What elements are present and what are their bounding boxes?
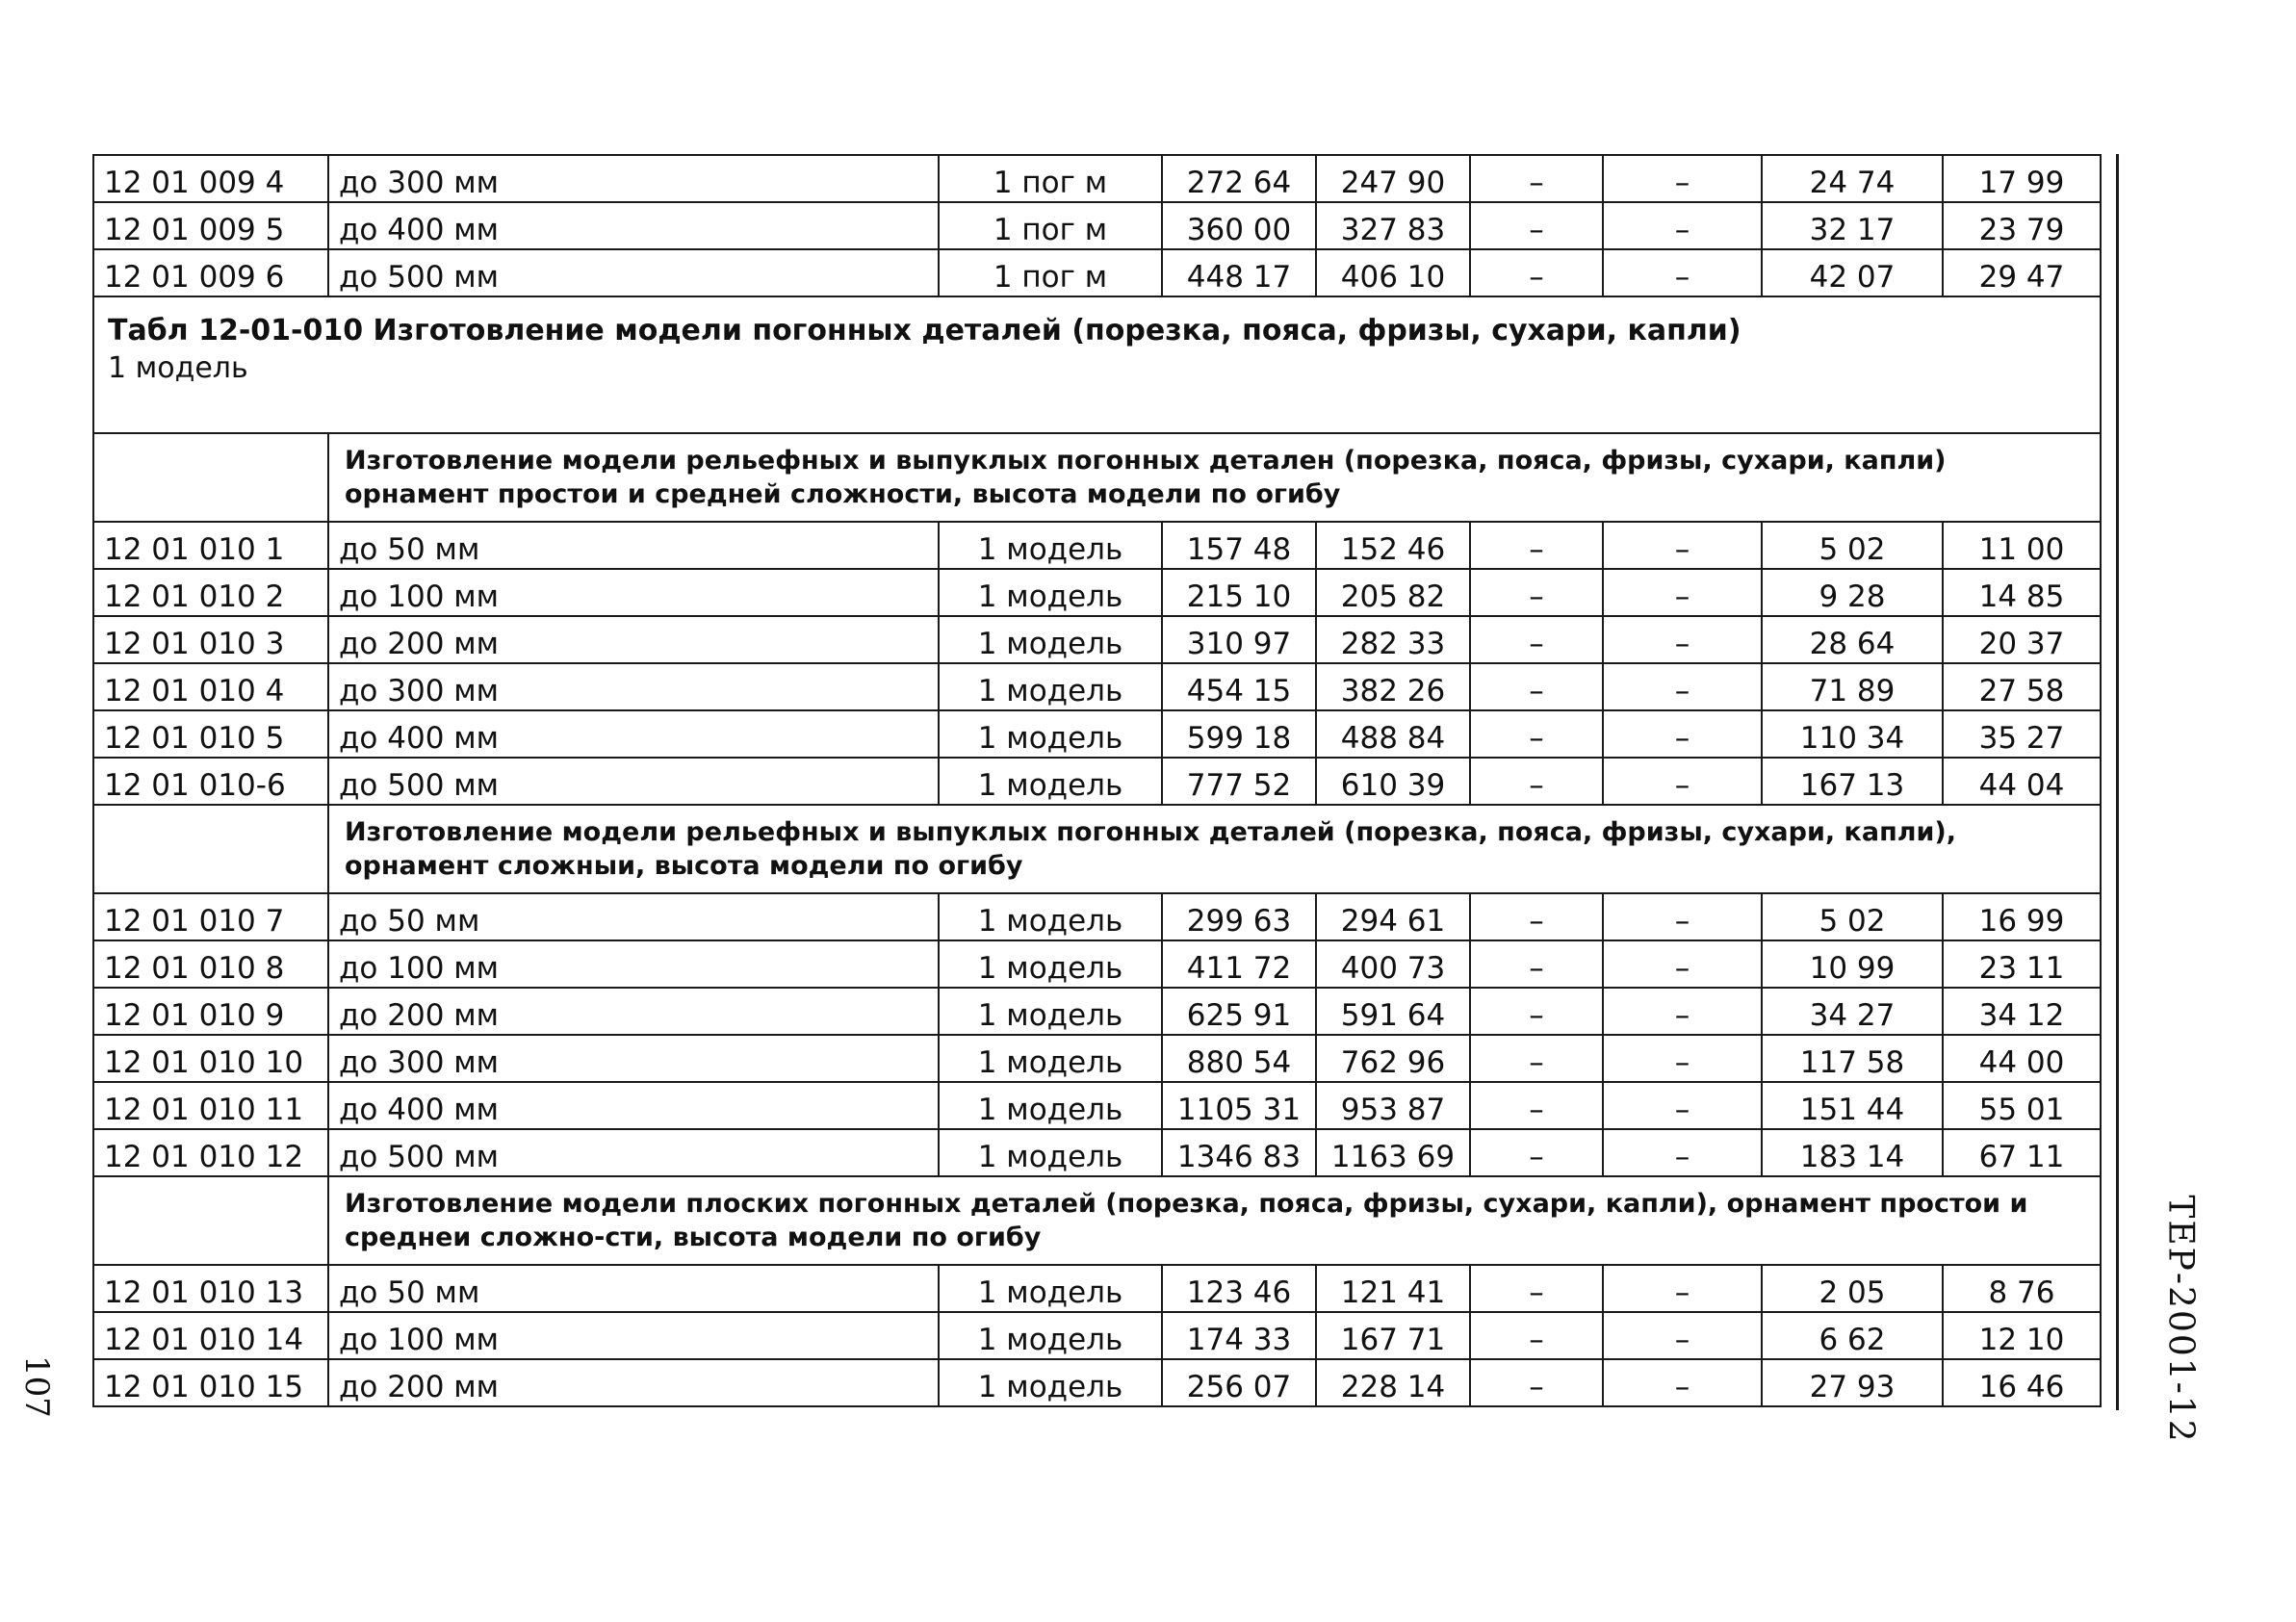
row-value-3: – <box>1470 249 1603 296</box>
row-code: 12 01 010 4 <box>93 663 328 710</box>
row-value-6: 23 79 <box>1943 202 2101 249</box>
row-value-6: 20 37 <box>1943 616 2101 663</box>
row-value-1: 1105 31 <box>1162 1082 1316 1129</box>
row-name: до 400 мм <box>328 710 939 758</box>
row-value-4: – <box>1603 940 1762 988</box>
table-unit: 1 модель <box>108 350 248 385</box>
row-value-3: – <box>1470 940 1603 988</box>
row-code: 12 01 010 2 <box>93 569 328 616</box>
row-value-1: 777 52 <box>1162 758 1316 805</box>
row-value-5: 24 74 <box>1762 155 1943 202</box>
row-value-1: 599 18 <box>1162 710 1316 758</box>
row-value-4: – <box>1603 893 1762 940</box>
row-unit: 1 модель <box>939 1312 1162 1359</box>
row-value-1: 256 07 <box>1162 1359 1316 1406</box>
row-value-2: 282 33 <box>1316 616 1470 663</box>
row-value-4: – <box>1603 1312 1762 1359</box>
row-unit: 1 модель <box>939 1129 1162 1176</box>
row-value-2: 121 41 <box>1316 1265 1470 1312</box>
row-name: до 500 мм <box>328 758 939 805</box>
row-name: до 50 мм <box>328 522 939 569</box>
row-value-3: – <box>1470 1312 1603 1359</box>
row-value-5: 10 99 <box>1762 940 1943 988</box>
row-value-6: 29 47 <box>1943 249 2101 296</box>
table-row <box>93 1129 2101 1176</box>
row-value-2: 488 84 <box>1316 710 1470 758</box>
row-name: до 400 мм <box>328 202 939 249</box>
row-value-4: – <box>1603 758 1762 805</box>
row-value-2: 152 46 <box>1316 522 1470 569</box>
table-row <box>93 522 2101 569</box>
row-value-2: 228 14 <box>1316 1359 1470 1406</box>
row-code: 12 01 010 5 <box>93 710 328 758</box>
row-name: до 100 мм <box>328 569 939 616</box>
row-value-6: 11 00 <box>1943 522 2101 569</box>
table-row <box>93 202 2101 249</box>
row-value-4: – <box>1603 522 1762 569</box>
row-value-5: 117 58 <box>1762 1035 1943 1082</box>
row-value-1: 360 00 <box>1162 202 1316 249</box>
section-heading-row <box>93 433 2101 522</box>
row-value-2: 762 96 <box>1316 1035 1470 1082</box>
row-value-4: – <box>1603 1035 1762 1082</box>
row-value-2: 205 82 <box>1316 569 1470 616</box>
row-name: до 50 мм <box>328 893 939 940</box>
row-value-2: 400 73 <box>1316 940 1470 988</box>
row-value-3: – <box>1470 616 1603 663</box>
row-value-3: – <box>1470 1265 1603 1312</box>
row-value-2: 167 71 <box>1316 1312 1470 1359</box>
row-value-4: – <box>1603 1359 1762 1406</box>
row-value-4: – <box>1603 1082 1762 1129</box>
row-code: 12 01 010 3 <box>93 616 328 663</box>
row-name: до 300 мм <box>328 663 939 710</box>
table-row <box>93 1359 2101 1406</box>
row-code: 12 01 009 6 <box>93 249 328 296</box>
row-value-2: 610 39 <box>1316 758 1470 805</box>
table-row <box>93 940 2101 988</box>
row-value-3: – <box>1470 522 1603 569</box>
row-name: до 200 мм <box>328 1359 939 1406</box>
row-value-5: 27 93 <box>1762 1359 1943 1406</box>
row-value-1: 448 17 <box>1162 249 1316 296</box>
row-unit: 1 модель <box>939 710 1162 758</box>
document-code: ТЕР-2001-12 <box>2160 1195 2201 1444</box>
row-value-2: 327 83 <box>1316 202 1470 249</box>
row-value-1: 411 72 <box>1162 940 1316 988</box>
row-value-6: 67 11 <box>1943 1129 2101 1176</box>
row-unit: 1 модель <box>939 940 1162 988</box>
table-title-row <box>93 296 2101 433</box>
row-value-1: 272 64 <box>1162 155 1316 202</box>
row-name: до 300 мм <box>328 1035 939 1082</box>
row-value-2: 1163 69 <box>1316 1129 1470 1176</box>
row-code: 12 01 010 10 <box>93 1035 328 1082</box>
row-value-1: 310 97 <box>1162 616 1316 663</box>
table-row <box>93 569 2101 616</box>
row-value-5: 183 14 <box>1762 1129 1943 1176</box>
row-code: 12 01 010 14 <box>93 1312 328 1359</box>
table-row <box>93 710 2101 758</box>
row-code: 12 01 010-6 <box>93 758 328 805</box>
row-value-1: 157 48 <box>1162 522 1316 569</box>
price-table-wrapper <box>92 154 2100 1407</box>
row-value-3: – <box>1470 710 1603 758</box>
row-value-2: 406 10 <box>1316 249 1470 296</box>
row-code: 12 01 010 7 <box>93 893 328 940</box>
row-unit: 1 модель <box>939 1265 1162 1312</box>
row-value-2: 247 90 <box>1316 155 1470 202</box>
table-row <box>93 988 2101 1035</box>
row-name: до 50 мм <box>328 1265 939 1312</box>
row-value-5: 167 13 <box>1762 758 1943 805</box>
row-value-3: – <box>1470 893 1603 940</box>
table-row <box>93 1312 2101 1359</box>
row-value-4: – <box>1603 1265 1762 1312</box>
row-value-4: – <box>1603 569 1762 616</box>
row-value-4: – <box>1603 1129 1762 1176</box>
row-value-3: – <box>1470 202 1603 249</box>
row-value-5: 28 64 <box>1762 616 1943 663</box>
row-value-2: 382 26 <box>1316 663 1470 710</box>
row-code: 12 01 010 11 <box>93 1082 328 1129</box>
row-name: до 500 мм <box>328 1129 939 1176</box>
row-value-6: 44 04 <box>1943 758 2101 805</box>
row-unit: 1 модель <box>939 758 1162 805</box>
row-unit: 1 модель <box>939 616 1162 663</box>
row-value-6: 23 11 <box>1943 940 2101 988</box>
row-value-3: – <box>1470 1082 1603 1129</box>
row-value-5: 5 02 <box>1762 522 1943 569</box>
row-name: до 200 мм <box>328 616 939 663</box>
row-value-6: 17 99 <box>1943 155 2101 202</box>
row-unit: 1 модель <box>939 522 1162 569</box>
row-value-3: – <box>1470 569 1603 616</box>
row-code: 12 01 010 12 <box>93 1129 328 1176</box>
row-unit: 1 модель <box>939 988 1162 1035</box>
row-name: до 100 мм <box>328 1312 939 1359</box>
row-name: до 300 мм <box>328 155 939 202</box>
table-row <box>93 249 2101 296</box>
row-unit: 1 модель <box>939 569 1162 616</box>
row-code: 12 01 010 15 <box>93 1359 328 1406</box>
row-value-1: 215 10 <box>1162 569 1316 616</box>
row-value-5: 5 02 <box>1762 893 1943 940</box>
table-row <box>93 758 2101 805</box>
row-value-1: 880 54 <box>1162 1035 1316 1082</box>
table-row <box>93 893 2101 940</box>
row-value-2: 591 64 <box>1316 988 1470 1035</box>
row-value-4: – <box>1603 249 1762 296</box>
row-value-5: 34 27 <box>1762 988 1943 1035</box>
table-row <box>93 1035 2101 1082</box>
price-table <box>92 154 2102 1407</box>
row-value-3: – <box>1470 1129 1603 1176</box>
section-code-cell <box>93 1176 328 1265</box>
row-value-4: – <box>1603 155 1762 202</box>
row-code: 12 01 010 9 <box>93 988 328 1035</box>
section-heading: Изготовление модели рельефных и выпуклых погонных деталей (порезка, пояса, фризы, сухари, капли), орнамент сложныи, высота модели по огибу <box>328 805 2101 893</box>
row-value-5: 151 44 <box>1762 1082 1943 1129</box>
row-value-5: 32 17 <box>1762 202 1943 249</box>
table-row <box>93 155 2101 202</box>
row-value-5: 6 62 <box>1762 1312 1943 1359</box>
row-value-1: 1346 83 <box>1162 1129 1316 1176</box>
row-value-5: 71 89 <box>1762 663 1943 710</box>
row-value-2: 953 87 <box>1316 1082 1470 1129</box>
row-unit: 1 модель <box>939 663 1162 710</box>
row-value-3: – <box>1470 155 1603 202</box>
row-value-6: 55 01 <box>1943 1082 2101 1129</box>
table-row <box>93 1082 2101 1129</box>
row-value-2: 294 61 <box>1316 893 1470 940</box>
row-value-6: 16 46 <box>1943 1359 2101 1406</box>
row-unit: 1 модель <box>939 1035 1162 1082</box>
table-row <box>93 616 2101 663</box>
row-name: до 200 мм <box>328 988 939 1035</box>
row-unit: 1 пог м <box>939 202 1162 249</box>
section-heading-row <box>93 805 2101 893</box>
section-heading: Изготовление модели плоских погонных деталей (порезка, пояса, фризы, сухари, капли), орнамент простои и среднеи сложно-сти, высота модели по огибу <box>328 1176 2101 1265</box>
table-row <box>93 663 2101 710</box>
row-value-6: 12 10 <box>1943 1312 2101 1359</box>
table-title: Табл 12-01-010 Изготовление модели погонных деталей (порезка, пояса, фризы, сухари, капли) <box>108 314 1741 348</box>
row-value-4: – <box>1603 663 1762 710</box>
row-name: до 400 мм <box>328 1082 939 1129</box>
row-unit: 1 модель <box>939 893 1162 940</box>
row-value-6: 35 27 <box>1943 710 2101 758</box>
row-value-1: 625 91 <box>1162 988 1316 1035</box>
row-code: 12 01 010 13 <box>93 1265 328 1312</box>
row-value-5: 42 07 <box>1762 249 1943 296</box>
row-code: 12 01 009 5 <box>93 202 328 249</box>
section-code-cell <box>93 433 328 522</box>
row-unit: 1 пог м <box>939 155 1162 202</box>
row-value-3: – <box>1470 1035 1603 1082</box>
row-unit: 1 модель <box>939 1082 1162 1129</box>
row-value-4: – <box>1603 202 1762 249</box>
table-row <box>93 1265 2101 1312</box>
row-value-1: 123 46 <box>1162 1265 1316 1312</box>
row-value-1: 454 15 <box>1162 663 1316 710</box>
row-value-3: – <box>1470 988 1603 1035</box>
page-number: 107 <box>17 1355 56 1418</box>
row-value-5: 110 34 <box>1762 710 1943 758</box>
row-name: до 100 мм <box>328 940 939 988</box>
row-value-6: 34 12 <box>1943 988 2101 1035</box>
section-code-cell <box>93 805 328 893</box>
row-value-3: – <box>1470 1359 1603 1406</box>
section-heading-row <box>93 1176 2101 1265</box>
row-unit: 1 модель <box>939 1359 1162 1406</box>
row-value-5: 9 28 <box>1762 569 1943 616</box>
row-value-4: – <box>1603 988 1762 1035</box>
row-value-6: 14 85 <box>1943 569 2101 616</box>
row-value-4: – <box>1603 710 1762 758</box>
row-value-4: – <box>1603 616 1762 663</box>
table-body <box>93 155 2101 1406</box>
section-heading: Изготовление модели рельефных и выпуклых погонных детален (порезка, пояса, фризы, сухари, капли) орнамент простои и средней сложности, высота модели по огибу <box>328 433 2101 522</box>
row-code: 12 01 010 1 <box>93 522 328 569</box>
row-value-6: 27 58 <box>1943 663 2101 710</box>
row-value-3: – <box>1470 663 1603 710</box>
row-value-5: 2 05 <box>1762 1265 1943 1312</box>
row-code: 12 01 009 4 <box>93 155 328 202</box>
row-value-1: 174 33 <box>1162 1312 1316 1359</box>
row-value-6: 8 76 <box>1943 1265 2101 1312</box>
row-code: 12 01 010 8 <box>93 940 328 988</box>
table-title-cell <box>93 296 2101 433</box>
row-value-6: 16 99 <box>1943 893 2101 940</box>
row-value-6: 44 00 <box>1943 1035 2101 1082</box>
row-name: до 500 мм <box>328 249 939 296</box>
row-value-1: 299 63 <box>1162 893 1316 940</box>
row-unit: 1 пог м <box>939 249 1162 296</box>
margin-rule <box>2116 154 2119 1410</box>
row-value-3: – <box>1470 758 1603 805</box>
